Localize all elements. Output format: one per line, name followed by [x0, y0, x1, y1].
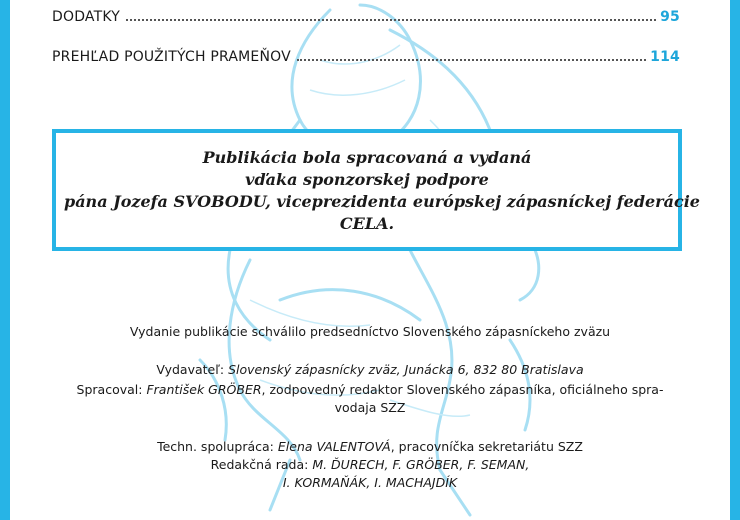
publisher-value: Slovenský zápasnícky zväz, Junácka 6, 832 80 Bratislava: [228, 362, 584, 377]
toc-entry-page-number: 95: [660, 9, 680, 25]
prepared-name: František GRÖBER: [146, 382, 262, 397]
sponsor-line: vďaka sponzorskej podpore: [245, 170, 489, 189]
publisher-label: Vydavateľ:: [156, 362, 225, 377]
toc-entry-prehlad[interactable]: [52, 43, 680, 65]
editorial-board-continuation: I. KORMAŇÁK, I. MACHAJDÍK: [282, 475, 458, 490]
sponsor-notice-box: [52, 129, 700, 251]
publisher-line: [40, 361, 700, 379]
toc-entry-label: PREHĽAD POUŽITÝCH PRAMEŇOV: [52, 49, 291, 65]
sponsor-line: Publikácia bola spracovaná a vydaná: [202, 148, 532, 167]
right-accent-border: [730, 0, 740, 520]
prepared-by-continuation: vodaja SZZ: [334, 400, 406, 415]
board-members: M. ĎURECH, F. GRÖBER, F. SEMAN,: [312, 457, 530, 472]
tech-description: , pracovníčka sekretariátu SZZ: [390, 439, 583, 454]
prepared-label: Spracoval:: [76, 382, 143, 397]
tech-label: Techn. spolupráca:: [157, 439, 274, 454]
toc-leader-dots: [297, 59, 646, 61]
sponsor-line: pána Jozefa SVOBODU, viceprezidenta európskej zápasníckej federácie: [64, 192, 700, 211]
prepared-by-line: [40, 381, 700, 399]
approval-statement: Vydanie publikácie schválilo predsedníctvo Slovenského zápasníckeho zväzu: [129, 324, 611, 339]
sponsor-line: CELA.: [339, 214, 395, 233]
toc-entry-dodatky[interactable]: [52, 3, 680, 25]
technical-cooperation-line: [40, 438, 700, 456]
editorial-board-line: [40, 456, 700, 474]
toc-entry-label: DODATKY: [52, 9, 121, 25]
tech-name: Elena VALENTOVÁ: [277, 439, 391, 454]
board-label: Redakčná rada:: [210, 457, 309, 472]
toc-entry-page-number: 114: [650, 49, 680, 65]
toc-leader-dots: [126, 19, 656, 21]
left-accent-border: [0, 0, 10, 520]
prepared-description: , zodpovedný redaktor Slovenského zápasníka, oficiálneho spra-: [261, 382, 664, 397]
